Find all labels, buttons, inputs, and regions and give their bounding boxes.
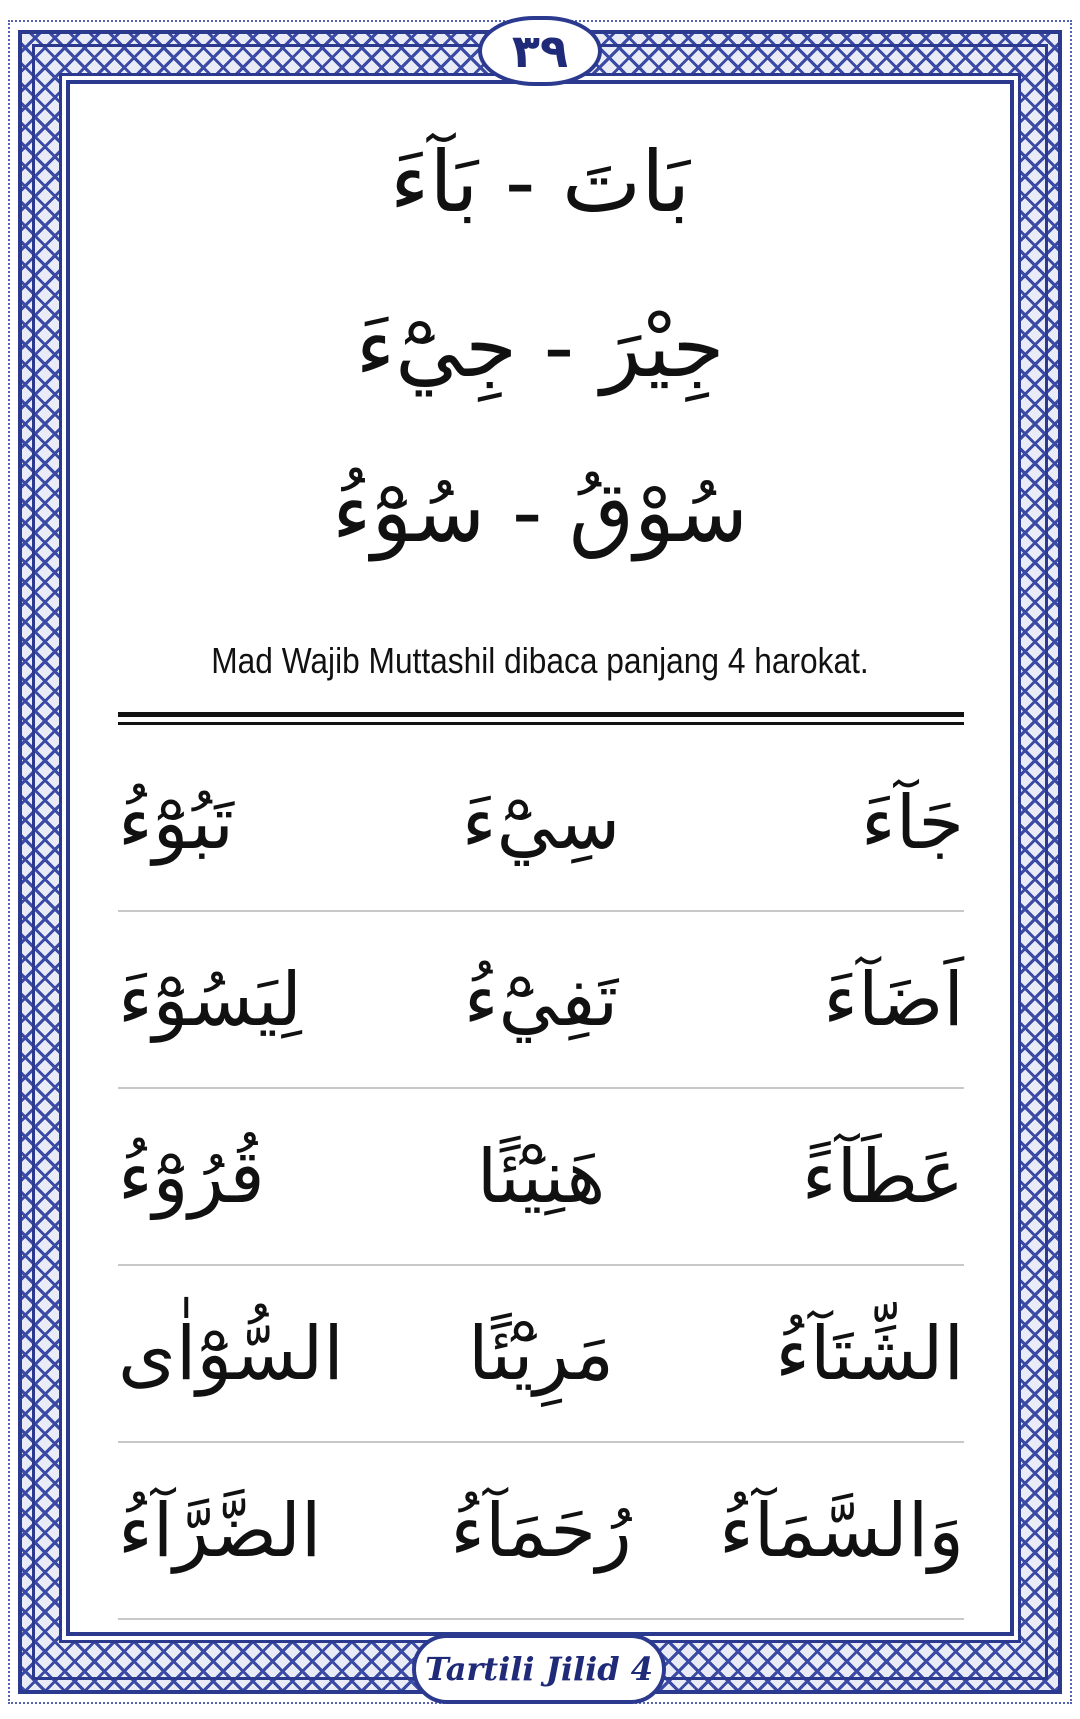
divider-rule-top — [118, 712, 964, 717]
word-cell: هَنِيْٓئًا — [476, 1133, 606, 1220]
word-cell: وَالسَّمَآءُ — [719, 1487, 964, 1574]
table-row — [118, 735, 964, 912]
page-number: ٣٩ — [478, 16, 602, 86]
example-line-2: جِيْرَ - جِيْٓءَ — [355, 298, 725, 396]
rule-caption: Mad Wajib Muttashil dibaca panjang 4 harokat. — [211, 640, 869, 681]
example-line-3: سُوْقُ - سُوْٓءُ — [332, 463, 748, 561]
table-row — [118, 1089, 964, 1266]
word-cell: مَرِيْٓئًا — [468, 1310, 614, 1397]
word-cell: لِيَسُوْٓءَ — [118, 956, 302, 1043]
word-cell: تَبُوْٓءُ — [118, 779, 234, 866]
word-cell: اَضَآءَ — [823, 956, 964, 1043]
word-cell: رُحَمَآءُ — [450, 1487, 632, 1574]
table-row — [118, 1443, 964, 1620]
table-row — [118, 1266, 964, 1443]
word-cell: قُرُوْٓءُ — [118, 1133, 265, 1220]
divider-rule-bottom — [118, 722, 964, 725]
word-cell: تَفِيْٓءُ — [463, 956, 619, 1043]
word-cell: عَطَآءً — [801, 1133, 964, 1220]
practice-grid — [118, 735, 964, 1620]
word-cell: سِيْٓءَ — [461, 779, 621, 866]
word-cell: الشِّتَآءُ — [775, 1310, 964, 1397]
word-cell: الضَّرَّآءُ — [118, 1487, 322, 1574]
book-title-badge: Tartili Jilid 4 — [412, 1634, 666, 1704]
table-row — [118, 912, 964, 1089]
word-cell: جَآءَ — [860, 779, 964, 866]
word-cell: السُّوْٓاٰى — [118, 1310, 344, 1397]
example-line-1: بَاتَ - بَآءَ — [389, 133, 691, 231]
